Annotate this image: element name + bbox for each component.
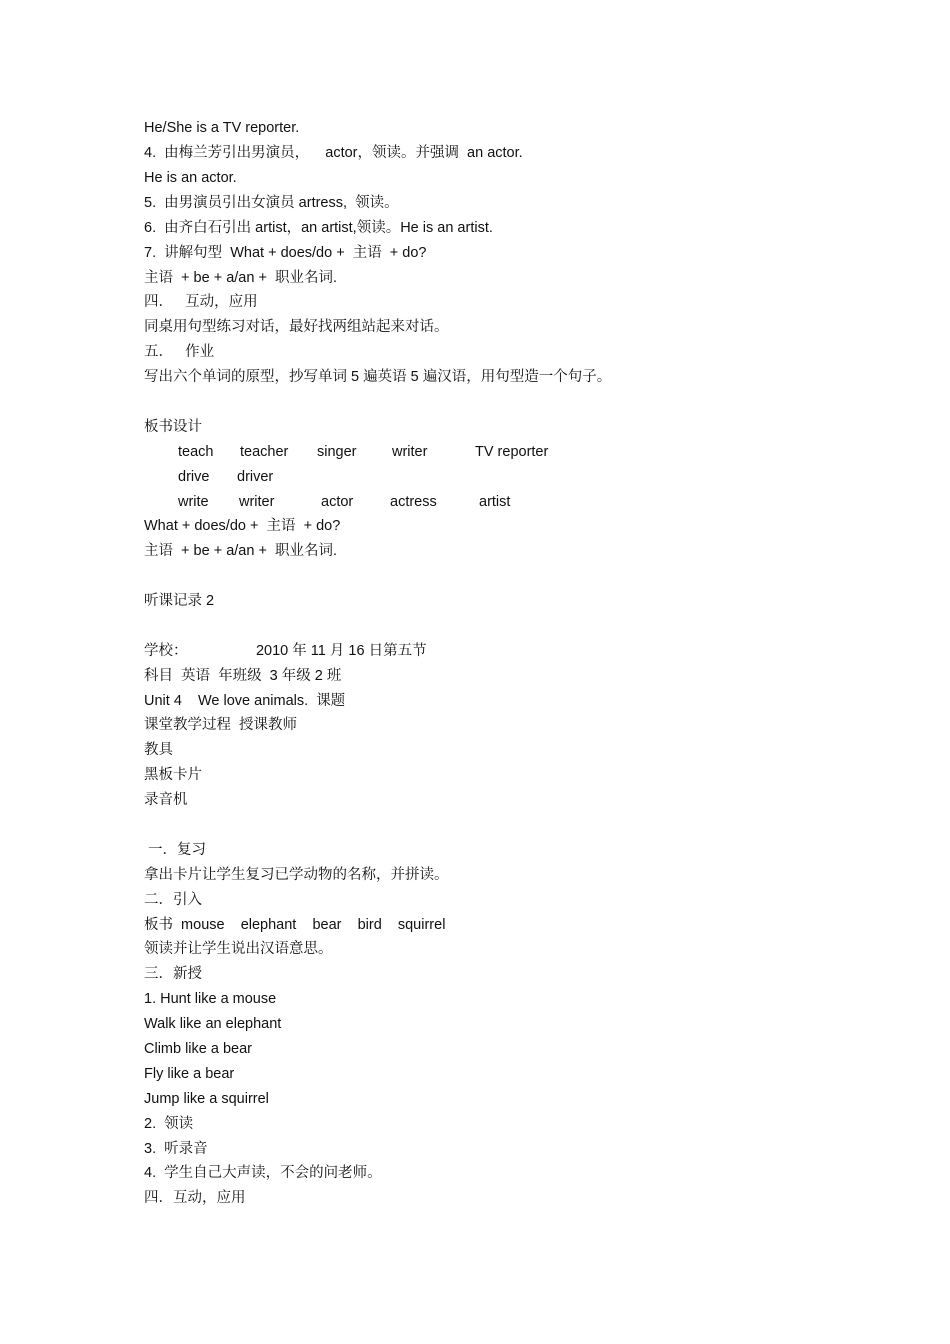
text-line: 主语 + be + a/an + 职业名词.: [144, 270, 338, 286]
section-heading: 四． 互动，应用: [144, 294, 258, 310]
board-word: drive: [178, 469, 210, 485]
board-design-heading: 板书设计: [144, 419, 202, 435]
board-word: writer: [392, 444, 428, 460]
text-line: 4. 由梅兰芳引出男演员， actor，领读。并强调 an actor.: [144, 145, 523, 161]
text-line: He/She is a TV reporter.: [144, 120, 300, 136]
board-word: write: [178, 494, 209, 510]
text-line: 主语 + be + a/an + 职业名词.: [144, 543, 338, 559]
text-line: 6. 由齐白石引出 artist，an artist,领读。He is an artist.: [144, 220, 493, 236]
text-line: 领读并让学生说出汉语意思。: [144, 941, 333, 957]
text-line: He is an actor.: [144, 170, 237, 186]
section-heading: 二．引入: [144, 892, 202, 908]
board-word: teach: [178, 444, 214, 460]
text-line: 拿出卡片让学生复习已学动物的名称，并拼读。: [144, 867, 449, 883]
text-line: 课堂教学过程 授课教师: [144, 717, 298, 733]
text-line: 黑板卡片: [144, 767, 202, 783]
text-line: 科目 英语 年班级 3 年级 2 班: [144, 668, 342, 684]
section-heading: 三．新授: [144, 966, 202, 982]
text-line: 4. 学生自己大声读，不会的问老师。: [144, 1165, 382, 1181]
board-word: singer: [317, 444, 357, 460]
text-line: 同桌用句型练习对话，最好找两组站起来对话。: [144, 319, 449, 335]
text-line: 录音机: [144, 792, 188, 808]
section-heading: 一．复习: [144, 842, 207, 858]
text-line: 写出六个单词的原型，抄写单词 5 遍英语 5 遍汉语，用句型造一个句子。: [144, 369, 612, 385]
section-heading: 四．互动，应用: [144, 1190, 246, 1206]
text-line: 5. 由男演员引出女演员 artress, 领读。: [144, 195, 399, 211]
board-word: TV reporter: [475, 444, 549, 460]
text-line: 学校： 2010 年 11 月 16 日第五节: [144, 643, 427, 659]
text-line: 板书 mouse elephant bear bird squirrel: [144, 917, 446, 933]
section-heading: 五． 作业: [144, 344, 215, 360]
board-word: actor: [321, 494, 354, 510]
board-word: driver: [237, 469, 274, 485]
text-line: Jump like a squirrel: [144, 1091, 269, 1107]
text-line: 2. 领读: [144, 1116, 194, 1132]
text-line: Walk like an elephant: [144, 1016, 282, 1032]
board-word: artist: [479, 494, 511, 510]
text-line: 教具: [144, 742, 173, 758]
text-line: What + does/do + 主语 + do?: [144, 518, 341, 534]
board-word: actress: [390, 494, 437, 510]
text-line: 1. Hunt like a mouse: [144, 991, 277, 1007]
board-word: teacher: [240, 444, 289, 460]
text-line: 3. 听录音: [144, 1141, 208, 1157]
text-line: Climb like a bear: [144, 1041, 252, 1057]
text-line: Fly like a bear: [144, 1066, 235, 1082]
board-word: writer: [239, 494, 275, 510]
record-title: 听课记录 2: [144, 593, 215, 609]
text-line: 7. 讲解句型 What + does/do + 主语 + do?: [144, 245, 427, 261]
text-line: Unit 4 We love animals. 课题: [144, 693, 346, 709]
